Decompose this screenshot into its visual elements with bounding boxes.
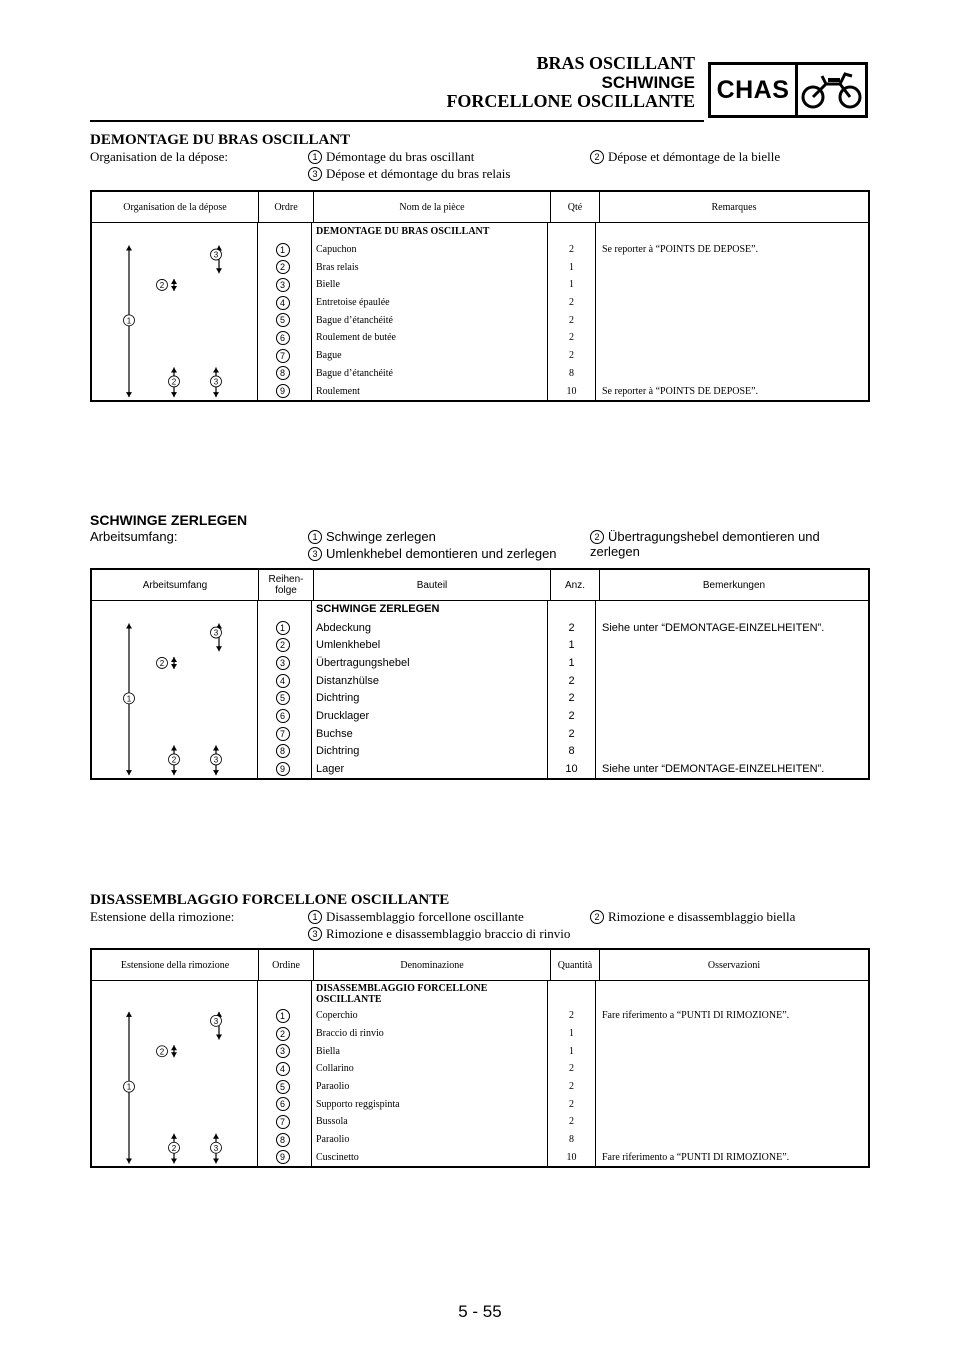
col-header-order: Ordine (259, 950, 314, 980)
quantity: 2 (568, 692, 575, 705)
quantity: 10 (566, 385, 577, 397)
order-number: 4 (276, 674, 290, 688)
quantity: 2 (569, 244, 574, 256)
label-step-1 (124, 1081, 135, 1092)
spacer-row (258, 601, 311, 619)
order-cell (258, 1095, 311, 1113)
remarks-col (596, 981, 868, 1166)
section-title: DEMONTAGE DU BRAS OSCILLANT (90, 132, 351, 148)
quantity: 2 (568, 727, 575, 740)
label-step-2-bottom (169, 376, 180, 387)
order-number: 8 (276, 1133, 290, 1147)
table-header (92, 950, 868, 981)
part-name: Übertragungshebel (316, 656, 410, 669)
diagram-col (92, 981, 258, 1166)
svg-text:1: 1 (126, 694, 132, 704)
quantity: 8 (568, 745, 575, 758)
remark: Se reporter à “POINTS DE DEPOSE”. (602, 244, 759, 256)
scope-step-1: 1 Démontage du bras oscillant (308, 149, 474, 165)
order-cell (258, 241, 311, 259)
section-german (90, 512, 870, 776)
quantity: 2 (569, 1098, 574, 1110)
col-header-order: Ordre (259, 192, 314, 222)
group-title: DEMONTAGE DU BRAS OSCILLANT (316, 226, 490, 238)
col-header-part: Denominazione (314, 950, 551, 980)
order-cell (258, 760, 311, 778)
table-body (92, 981, 868, 1166)
order-number: 9 (276, 762, 290, 776)
scope-step-2: 2 Dépose et démontage de la bielle (590, 149, 780, 165)
remarks-col (596, 223, 868, 400)
remark (596, 347, 868, 365)
spacer-row (548, 223, 595, 241)
order-cell (258, 1113, 311, 1131)
remark (596, 743, 868, 761)
scope-block (90, 529, 870, 567)
order-cell (258, 347, 311, 365)
parts-table (90, 190, 870, 402)
part-name: Cuscinetto (316, 1151, 359, 1163)
order-number: 5 (276, 313, 290, 327)
part-name: Lager (316, 763, 345, 776)
col-header-remarks: Bemerkungen (702, 579, 766, 591)
scope-step-1: 1 Schwinge zerlegen (308, 529, 436, 544)
part-name: Roulement de butée (316, 332, 396, 344)
label-step-2-bottom (169, 1142, 180, 1153)
part-name: Braccio di rinvio (316, 1028, 384, 1040)
order-cell (258, 1042, 311, 1060)
svg-text:3: 3 (213, 628, 219, 638)
order-number: 3 (276, 656, 290, 670)
remark (596, 1131, 868, 1149)
procedure-diagram (92, 981, 258, 1166)
scope-label: Organisation de la dépose: (90, 149, 229, 164)
part-name: Bague d’étanchéité (316, 314, 393, 326)
remark: Siehe unter “DEMONTAGE-EINZELHEITEN”. (602, 763, 825, 776)
order-cell (258, 689, 311, 707)
col-header-part: Nom de la pièce (314, 192, 551, 222)
quantity: 2 (568, 709, 575, 722)
scope-step-2: 2 Übertragungshebel demontieren und zerlegen (590, 529, 820, 559)
quantity: 2 (569, 1116, 574, 1128)
svg-text:3: 3 (213, 377, 219, 387)
header-rule (90, 120, 704, 122)
order-number: 6 (276, 331, 290, 345)
svg-text:1: 1 (126, 1082, 132, 1092)
part-name: Entretoise épaulée (316, 297, 390, 309)
section-title: SCHWINGE ZERLEGEN (90, 512, 248, 528)
quantity: 2 (569, 314, 574, 326)
order-number: 7 (276, 727, 290, 741)
quantity: 1 (569, 261, 574, 273)
part-name: Bague d’étanchéité (316, 367, 393, 379)
chapter-label: CHAS (711, 65, 798, 115)
order-number: 8 (276, 366, 290, 380)
order-col (258, 601, 312, 778)
svg-text:2: 2 (171, 755, 177, 765)
arrow-step-2-top (171, 279, 177, 291)
spacer-row (258, 981, 311, 1007)
remark (596, 636, 868, 654)
label-step-3-bottom (211, 376, 222, 387)
order-cell (258, 329, 311, 347)
section-title: DISASSEMBLAGGIO FORCELLONE OSCILLANTE (90, 892, 450, 908)
part-name: Capuchon (316, 244, 357, 256)
section-french (90, 132, 870, 397)
part-name: Buchse (316, 727, 353, 740)
order-cell (258, 1131, 311, 1149)
order-cell (258, 1007, 311, 1025)
order-cell (258, 365, 311, 383)
order-cell (258, 707, 311, 725)
remarks-col (596, 601, 868, 778)
order-cell (258, 1078, 311, 1096)
scope-label: Arbeitsumfang: (90, 529, 178, 544)
spacer-row (596, 981, 868, 1007)
order-number: 9 (276, 384, 290, 398)
quantity: 2 (569, 1081, 574, 1093)
group-title: DISASSEMBLAGGIO FORCELLONE OSCILLANTE (316, 983, 488, 1005)
remark (596, 1025, 868, 1043)
remark: Siehe unter “DEMONTAGE-EINZELHEITEN”. (602, 621, 825, 634)
order-number: 1 (276, 621, 290, 635)
order-number: 1 (276, 1009, 290, 1023)
quantity: 2 (568, 674, 575, 687)
order-col (258, 223, 312, 400)
scope-step-1: 1 Disassemblaggio forcellone oscillante (308, 909, 524, 925)
label-step-3-top (211, 627, 222, 638)
title-german: SCHWINGE (601, 73, 695, 92)
remark (596, 689, 868, 707)
part-name: Paraolio (316, 1081, 350, 1093)
diagram-col (92, 601, 258, 778)
scope-step-3: 3 Rimozione e disassemblaggio braccio di rinvio (308, 926, 570, 942)
order-number: 4 (276, 296, 290, 310)
label-step-1 (124, 693, 135, 704)
svg-text:3: 3 (213, 755, 219, 765)
remark (596, 1113, 868, 1131)
order-cell (258, 1149, 311, 1167)
col-header-remarks: Remarques (711, 201, 757, 213)
part-name: Dichtring (316, 745, 360, 758)
scope-step-3: 3 Dépose et démontage du bras relais (308, 166, 510, 182)
order-cell (258, 1025, 311, 1043)
spacer-row (596, 223, 868, 241)
remark (596, 707, 868, 725)
diagram-col (92, 223, 258, 400)
svg-text:2: 2 (171, 1143, 177, 1153)
order-cell (258, 619, 311, 637)
remark (596, 654, 868, 672)
scope-block (90, 149, 870, 187)
order-cell (258, 1060, 311, 1078)
order-cell (258, 672, 311, 690)
arrow-step-2-top (171, 657, 177, 669)
part-name: Biella (316, 1045, 340, 1057)
label-step-3-top (211, 1015, 222, 1026)
remark (596, 1060, 868, 1078)
part-col (312, 601, 548, 778)
part-name: Umlenkhebel (316, 639, 381, 652)
scope-step-2: 2 Rimozione e disassemblaggio biella (590, 909, 795, 925)
quantity: 10 (565, 763, 578, 776)
order-number: 8 (276, 744, 290, 758)
table-body (92, 601, 868, 778)
part-col (312, 223, 548, 400)
svg-text:3: 3 (213, 1143, 219, 1153)
section-italian (90, 892, 870, 1163)
part-name: Drucklager (316, 709, 370, 722)
order-number: 4 (276, 1062, 290, 1076)
order-number: 7 (276, 1115, 290, 1129)
remark (596, 311, 868, 329)
svg-text:3: 3 (213, 1016, 219, 1026)
quantity: 10 (566, 1151, 577, 1163)
order-cell (258, 636, 311, 654)
quantity: 2 (569, 350, 574, 362)
col-header-qty: Anz. (551, 570, 600, 600)
svg-text:2: 2 (159, 280, 165, 290)
order-number: 1 (276, 243, 290, 257)
order-cell (258, 294, 311, 312)
scope-step-3: 3 Umlenkhebel demontieren und zerlegen (308, 546, 557, 561)
order-cell (258, 743, 311, 761)
label-step-3-bottom (211, 1142, 222, 1153)
quantity: 1 (569, 1045, 574, 1057)
scope-label: Estensione della rimozione: (90, 909, 235, 924)
remark (596, 725, 868, 743)
spacer-row (548, 981, 595, 1007)
table-body (92, 223, 868, 400)
qty-col (548, 601, 596, 778)
chapter-badge (708, 62, 868, 118)
remark (596, 276, 868, 294)
quantity: 8 (569, 1134, 574, 1146)
quantity: 2 (569, 1063, 574, 1075)
order-number: 6 (276, 1097, 290, 1111)
col-header-order: Reihen- folge (259, 570, 314, 600)
col-header-scope: Estensione della rimozione (92, 950, 259, 980)
spacer-row (596, 601, 868, 619)
order-cell (258, 258, 311, 276)
remark (596, 1078, 868, 1096)
part-name: Supporto reggispinta (316, 1098, 400, 1110)
part-name: Coperchio (316, 1010, 358, 1022)
order-cell (258, 725, 311, 743)
procedure-diagram (92, 223, 258, 400)
order-cell (258, 276, 311, 294)
arrow-step-2-top (171, 1045, 177, 1057)
label-step-3-top (211, 249, 222, 260)
order-number: 7 (276, 349, 290, 363)
remark (596, 329, 868, 347)
label-step-2-top (157, 279, 168, 290)
col-header-scope: Arbeitsumfang (92, 570, 259, 600)
part-name: Bussola (316, 1116, 348, 1128)
svg-text:3: 3 (213, 250, 219, 260)
part-name: Distanzhülse (316, 674, 379, 687)
remark: Se reporter à “POINTS DE DEPOSE”. (602, 385, 759, 397)
label-step-1 (124, 315, 135, 326)
quantity: 2 (569, 297, 574, 309)
order-number: 9 (276, 1150, 290, 1164)
order-number: 2 (276, 638, 290, 652)
title-french: BRAS OSCILLANT (536, 53, 695, 73)
label-step-2-top (157, 1046, 168, 1057)
quantity: 1 (568, 656, 575, 669)
part-name: Dichtring (316, 692, 360, 705)
order-number: 2 (276, 260, 290, 274)
order-col (258, 981, 312, 1166)
col-header-scope: Organisation de la dépose (92, 192, 259, 222)
order-cell (258, 654, 311, 672)
parts-table (90, 568, 870, 780)
svg-text:2: 2 (159, 1047, 165, 1057)
col-header-qty: Qté (551, 192, 600, 222)
order-cell (258, 382, 311, 400)
qty-col (548, 223, 596, 400)
order-number: 2 (276, 1027, 290, 1041)
order-number: 5 (276, 1080, 290, 1094)
col-header-part: Bauteil (314, 570, 551, 600)
parts-table (90, 948, 870, 1168)
svg-text:1: 1 (126, 316, 132, 326)
label-step-2-top (157, 657, 168, 668)
col-header-qty: Quantità (551, 950, 600, 980)
order-cell (258, 311, 311, 329)
table-header (92, 570, 868, 601)
part-name: Abdeckung (316, 621, 372, 634)
label-step-3-bottom (211, 754, 222, 765)
part-name: Roulement (316, 385, 360, 397)
motorcycle-icon (798, 65, 865, 115)
group-title: SCHWINGE ZERLEGEN (316, 603, 440, 616)
order-number: 3 (276, 1044, 290, 1058)
order-number: 3 (276, 278, 290, 292)
quantity: 8 (569, 367, 574, 379)
page-number: 5 - 55 (458, 1302, 502, 1321)
part-col (312, 981, 548, 1166)
order-number: 5 (276, 691, 290, 705)
col-header-remarks: Osservazioni (707, 959, 761, 971)
remark: Fare riferimento a “PUNTI DI RIMOZIONE”. (602, 1151, 790, 1163)
svg-text:2: 2 (171, 377, 177, 387)
quantity: 2 (569, 1010, 574, 1022)
table-header (92, 192, 868, 223)
remark (596, 294, 868, 312)
remark (596, 1095, 868, 1113)
remark (596, 258, 868, 276)
quantity: 2 (568, 621, 575, 634)
quantity: 2 (569, 332, 574, 344)
part-name: Bras relais (316, 261, 359, 273)
svg-text:2: 2 (159, 658, 165, 668)
header-titles (446, 54, 695, 111)
remark: Fare riferimento a “PUNTI DI RIMOZIONE”. (602, 1010, 790, 1022)
remark (596, 672, 868, 690)
label-step-2-bottom (169, 754, 180, 765)
spacer-row (258, 223, 311, 241)
quantity: 1 (569, 1028, 574, 1040)
part-name: Paraolio (316, 1134, 350, 1146)
part-name: Collarino (316, 1063, 354, 1075)
scope-block (90, 909, 870, 947)
quantity: 1 (569, 279, 574, 291)
spacer-row (548, 601, 595, 619)
part-name: Bielle (316, 279, 340, 291)
order-number: 6 (276, 709, 290, 723)
procedure-diagram (92, 601, 258, 778)
remark (596, 1042, 868, 1060)
remark (596, 365, 868, 383)
quantity: 1 (568, 639, 575, 652)
qty-col (548, 981, 596, 1166)
part-name: Bague (316, 350, 342, 362)
title-italian: FORCELLONE OSCILLANTE (446, 91, 695, 111)
